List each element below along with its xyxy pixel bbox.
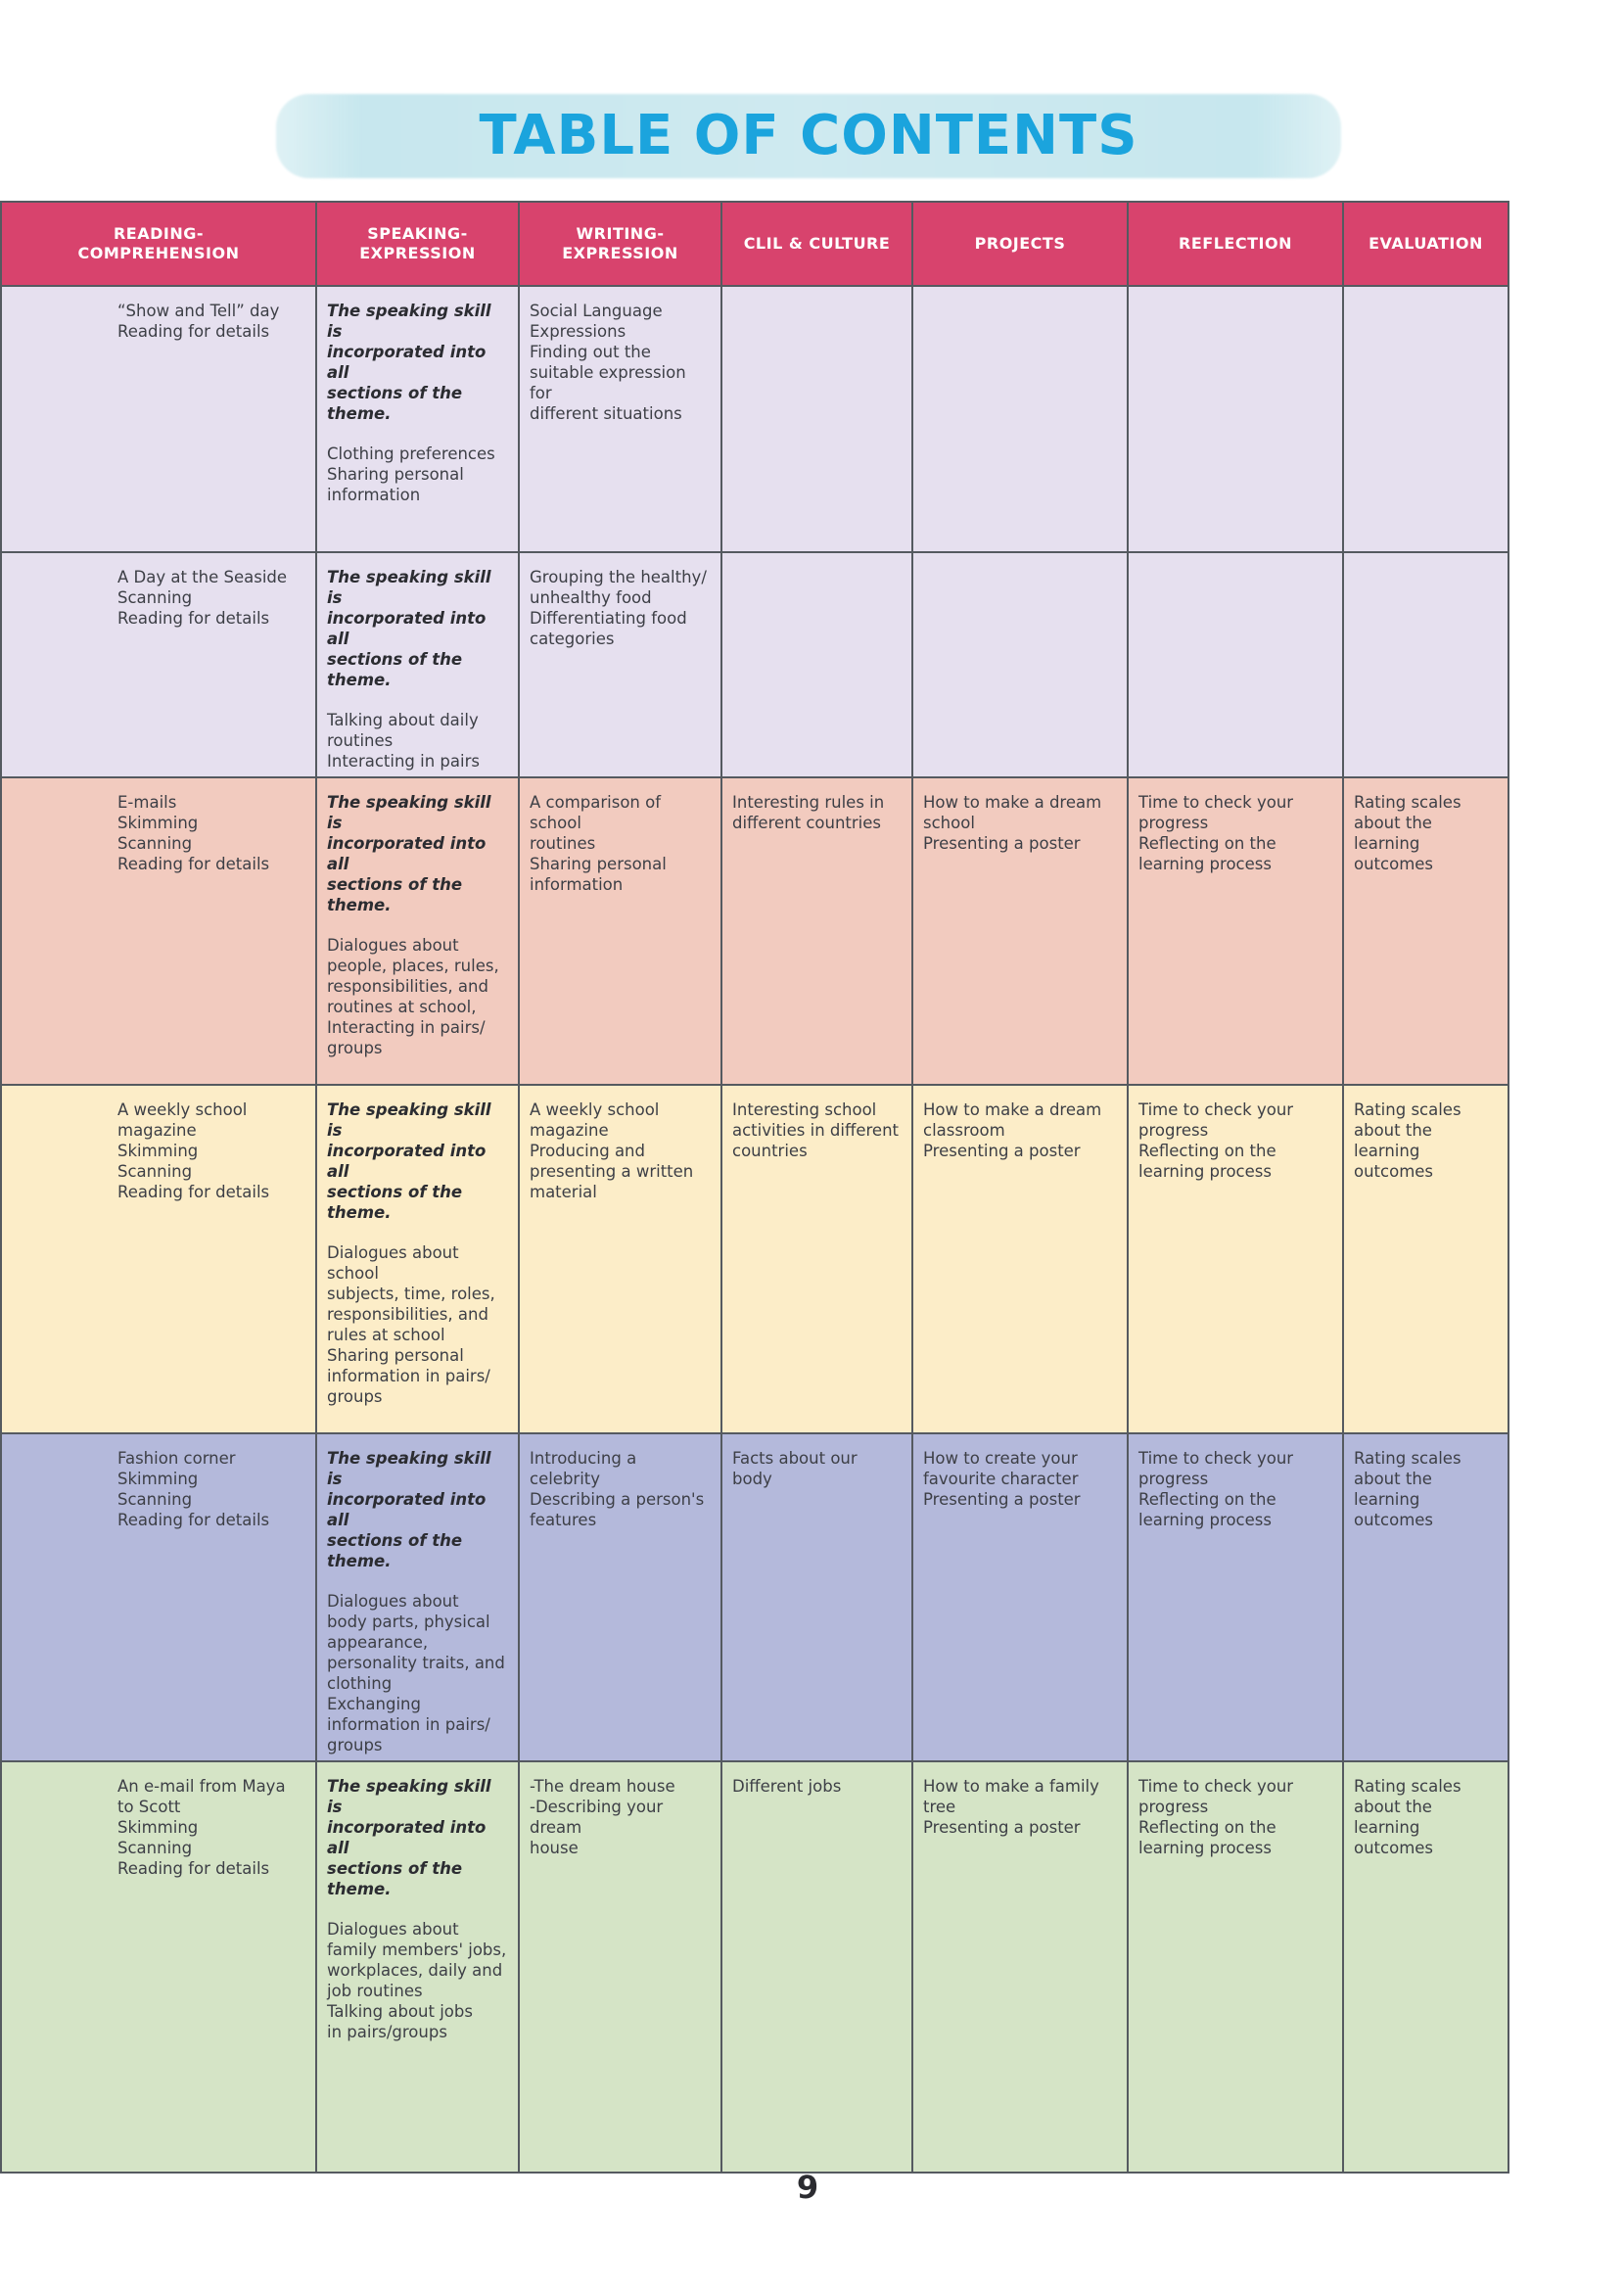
header-label: PROJECTS bbox=[974, 234, 1066, 253]
header-label: WRITING- EXPRESSION bbox=[562, 224, 678, 262]
cell-projects bbox=[912, 286, 1128, 552]
header-label: SPEAKING- EXPRESSION bbox=[359, 224, 476, 262]
cell-content bbox=[317, 1762, 518, 2042]
cell-content: A comparison of school routines Sharing personal information bbox=[530, 793, 667, 894]
cell-clil bbox=[721, 552, 912, 777]
speaking-lead-text: The speaking skill is incorporated into all sections of the theme. bbox=[327, 568, 491, 689]
table-row bbox=[1, 1085, 1508, 1433]
cell-content: How to make a dream school Presenting a poster bbox=[923, 793, 1102, 853]
cell-content: Rating scales about the learning outcomes bbox=[1354, 1777, 1462, 1857]
header-label: CLIL & CULTURE bbox=[743, 234, 891, 253]
cell-content bbox=[722, 553, 911, 567]
cell-text: Dialogues about body parts, physical appearance, personality traits, and clothing Exchanging information in pairs/ groups bbox=[327, 1592, 505, 1754]
cell-reading bbox=[1, 777, 316, 1085]
cell-reading bbox=[1, 1433, 316, 1761]
cell-writing bbox=[519, 552, 721, 777]
cell-content: Time to check your progress Reflecting on the learning process bbox=[1138, 1449, 1294, 1529]
cell-content bbox=[1129, 287, 1342, 301]
cell-reflection bbox=[1128, 286, 1343, 552]
cell-clil bbox=[721, 1085, 912, 1433]
cell-reflection bbox=[1128, 1433, 1343, 1761]
cell-speaking bbox=[316, 1085, 519, 1433]
header-row bbox=[1, 202, 1508, 286]
cell-reflection bbox=[1128, 1085, 1343, 1433]
cell-content bbox=[722, 287, 911, 301]
cell-text: Dialogues about people, places, rules, responsibilities, and routines at school, Interacting in pairs/ groups bbox=[327, 936, 499, 1057]
cell-content: A weekly school magazine Producing and presenting a written material bbox=[530, 1100, 694, 1201]
cell-writing bbox=[519, 1085, 721, 1433]
cell-content: Rating scales about the learning outcomes bbox=[1354, 1100, 1462, 1181]
cell-content: -The dream house -Describing your dream house bbox=[530, 1777, 675, 1857]
header-reading bbox=[1, 202, 316, 286]
speaking-lead-text: The speaking skill is incorporated into all sections of the theme. bbox=[327, 793, 491, 914]
cell-projects bbox=[912, 777, 1128, 1085]
cell-evaluation bbox=[1343, 286, 1508, 552]
cell-content: How to create your favourite character Presenting a poster bbox=[923, 1449, 1081, 1509]
cell-reflection bbox=[1128, 1761, 1343, 2173]
speaking-lead-text: The speaking skill is incorporated into all sections of the theme. bbox=[327, 1100, 491, 1222]
cell-content: An e-mail from Maya to Scott Skimming Scanning Reading for details bbox=[117, 1777, 286, 1878]
cell-content bbox=[913, 553, 1127, 567]
cell-reading bbox=[1, 552, 316, 777]
table-row bbox=[1, 777, 1508, 1085]
cell-content bbox=[1129, 553, 1342, 567]
cell-writing bbox=[519, 1761, 721, 2173]
cell-content: Interesting school activities in different countries bbox=[732, 1100, 899, 1160]
cell-speaking bbox=[316, 286, 519, 552]
cell-content bbox=[1344, 287, 1508, 301]
cell-evaluation bbox=[1343, 777, 1508, 1085]
speaking-lead-text: The speaking skill is incorporated into all sections of the theme. bbox=[327, 1777, 491, 1898]
cell-content bbox=[317, 1086, 518, 1407]
cell-content: How to make a dream classroom Presenting a poster bbox=[923, 1100, 1102, 1160]
header-clil bbox=[721, 202, 912, 286]
cell-text: Dialogues about family members' jobs, workplaces, daily and job routines Talking about jobs in pairs/groups bbox=[327, 1920, 507, 2041]
cell-content: Fashion corner Skimming Scanning Reading for details bbox=[117, 1449, 270, 1529]
cell-content: Grouping the healthy/ unhealthy food Differentiating food categories bbox=[530, 568, 707, 648]
cell-projects bbox=[912, 1761, 1128, 2173]
cell-content: Introducing a celebrity Describing a person's features bbox=[530, 1449, 705, 1529]
cell-reading bbox=[1, 1761, 316, 2173]
speaking-lead-text: The speaking skill is incorporated into all sections of the theme. bbox=[327, 1449, 491, 1570]
page-number: 9 bbox=[796, 2169, 819, 2206]
page-title: TABLE OF CONTENTS bbox=[479, 104, 1138, 167]
cell-content bbox=[317, 778, 518, 1058]
header-speaking bbox=[316, 202, 519, 286]
speaking-lead-text: The speaking skill is incorporated into all sections of the theme. bbox=[327, 302, 491, 423]
cell-content bbox=[317, 1434, 518, 1755]
cell-evaluation bbox=[1343, 1433, 1508, 1761]
cell-speaking bbox=[316, 1433, 519, 1761]
header-writing bbox=[519, 202, 721, 286]
cell-content: E-mails Skimming Scanning Reading for details bbox=[117, 793, 270, 873]
cell-text: Clothing preferences Sharing personal information bbox=[327, 444, 495, 504]
cell-content bbox=[317, 553, 518, 771]
cell-clil bbox=[721, 1761, 912, 2173]
cell-content bbox=[913, 287, 1127, 301]
cell-content: Social Language Expressions Finding out the suitable expression for different situations bbox=[530, 302, 686, 423]
cell-content: Time to check your progress Reflecting on the learning process bbox=[1138, 1777, 1294, 1857]
cell-projects bbox=[912, 1085, 1128, 1433]
contents-table bbox=[0, 201, 1509, 2174]
cell-projects bbox=[912, 552, 1128, 777]
cell-content: A weekly school magazine Skimming Scanning Reading for details bbox=[117, 1100, 270, 1201]
cell-clil bbox=[721, 1433, 912, 1761]
cell-content: “Show and Tell” day Reading for details bbox=[117, 302, 280, 341]
cell-evaluation bbox=[1343, 1085, 1508, 1433]
cell-content: Interesting rules in different countries bbox=[732, 793, 885, 832]
cell-text: Dialogues about school subjects, time, roles, responsibilities, and rules at school Sharing personal information in pairs/ groups bbox=[327, 1243, 495, 1406]
cell-content: Time to check your progress Reflecting on the learning process bbox=[1138, 1100, 1294, 1181]
cell-text: Talking about daily routines Interacting in pairs bbox=[327, 711, 480, 771]
header-evaluation bbox=[1343, 202, 1508, 286]
cell-content: Rating scales about the learning outcomes bbox=[1354, 1449, 1462, 1529]
cell-writing bbox=[519, 777, 721, 1085]
cell-speaking bbox=[316, 552, 519, 777]
cell-evaluation bbox=[1343, 1761, 1508, 2173]
table-row bbox=[1, 286, 1508, 552]
table-row bbox=[1, 552, 1508, 777]
cell-clil bbox=[721, 777, 912, 1085]
cell-reflection bbox=[1128, 552, 1343, 777]
cell-clil bbox=[721, 286, 912, 552]
cell-writing bbox=[519, 1433, 721, 1761]
cell-evaluation bbox=[1343, 552, 1508, 777]
cell-content bbox=[1344, 553, 1508, 567]
table-row bbox=[1, 1433, 1508, 1761]
cell-content: A Day at the Seaside Scanning Reading for details bbox=[117, 568, 288, 628]
cell-speaking bbox=[316, 777, 519, 1085]
cell-content: Time to check your progress Reflecting on the learning process bbox=[1138, 793, 1294, 873]
cell-content: Rating scales about the learning outcomes bbox=[1354, 793, 1462, 873]
cell-reading bbox=[1, 286, 316, 552]
cell-writing bbox=[519, 286, 721, 552]
cell-content: How to make a family tree Presenting a poster bbox=[923, 1777, 1099, 1837]
header-label: REFLECTION bbox=[1179, 234, 1292, 253]
cell-content bbox=[317, 287, 518, 505]
cell-speaking bbox=[316, 1761, 519, 2173]
header-label: EVALUATION bbox=[1369, 234, 1483, 253]
cell-content: Different jobs bbox=[732, 1777, 842, 1796]
cell-projects bbox=[912, 1433, 1128, 1761]
header-projects bbox=[912, 202, 1128, 286]
header-reflection bbox=[1128, 202, 1343, 286]
cell-reading bbox=[1, 1085, 316, 1433]
table-row bbox=[1, 1761, 1508, 2173]
cell-content: Facts about our body bbox=[732, 1449, 858, 1488]
header-label: READING- COMPREHENSION bbox=[77, 224, 240, 262]
cell-reflection bbox=[1128, 777, 1343, 1085]
